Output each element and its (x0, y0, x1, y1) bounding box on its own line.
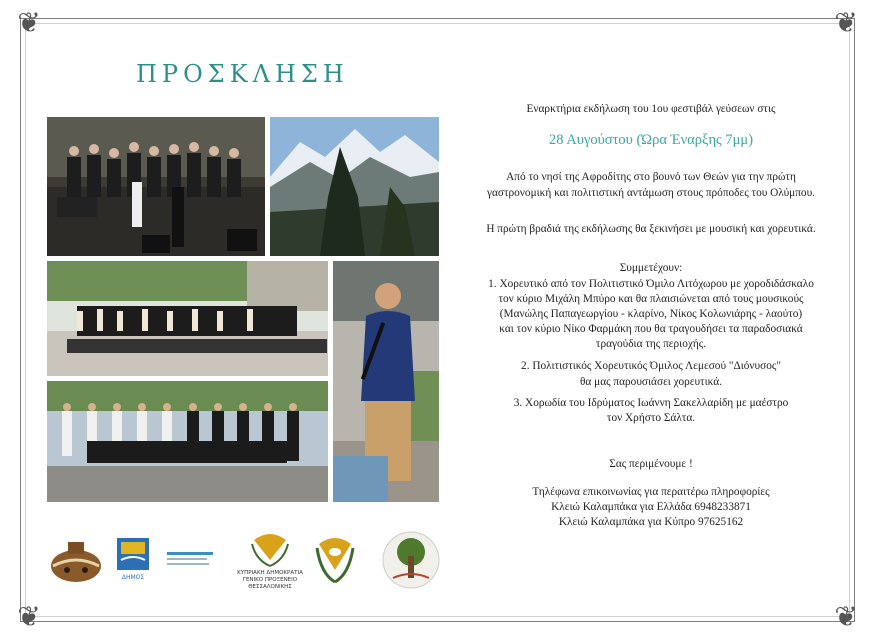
participant-line: τον κύριο Μιχάλη Μπύρο και θα πλαισιώνεται από τους μουσικούς (498, 293, 804, 305)
sponsor-logos (47, 530, 447, 592)
page-title: ΠΡΟΣΚΛΗΣΗ (136, 60, 349, 88)
closing-text: Σας περιμένουμε ! (609, 458, 693, 470)
description-line-1: Από το νησί της Αφροδίτης στο βουνό των Θεών για την πρώτη (506, 171, 796, 183)
cultural-association-logo (165, 530, 215, 592)
contact-cyprus: Κλειώ Καλαμπάκα για Κύπρο 97625162 (558, 516, 744, 528)
consulate-label: ΓΕΝΙΚΟ ΠΡΟΞΕΝΕΙΟ ΘΕΣΣΑΛΟΝΙΚΗΣ (242, 577, 298, 590)
cyprus-republic-label: ΚΥΠΡΙΑΚΗ ΔΗΜΟΚΡΑΤΙΑ (237, 570, 303, 576)
municipality-label: ΔΗΜΟΣ (121, 574, 145, 581)
participant-line: 3. Χορωδία του Ιδρύματος Ιωάννη Σακελλαρίδη με μαέστρο (513, 397, 789, 409)
flourish-bottom-right-icon: ❦ (834, 600, 858, 633)
flourish-top-left-icon: ❦ (17, 6, 41, 39)
contact-greece: Κλειώ Καλαμπάκα για Ελλάδα 6948233871 (551, 501, 751, 513)
first-evening-text: Η πρώτη βραδιά της εκδήλωσης θα ξεκινήσει με μουσική και χορευτικά. (486, 223, 816, 235)
participant-line: τραγούδια της περιοχής. (595, 338, 707, 350)
participant-line: (Μανώλης Παπαγεωργίου - κλαρίνο, Νίκος Κολωνιάρης - λαούτο) (499, 308, 803, 320)
photo-collage (47, 117, 439, 501)
intro-text: Εναρκτήρια εκδήλωση του 1ου φεστιβάλ γεύσεων στις (526, 103, 776, 115)
flourish-bottom-left-icon: ❦ (17, 600, 41, 633)
description-line-2: γαστρονομική και πολιτιστική αντάμωση στους πρόποδες του Ολύμπου. (486, 187, 815, 199)
contact-heading: Τηλέφωνα επικοινωνίας για περαιτέρω πληροφορίες (532, 486, 770, 498)
mountain-photo (270, 117, 439, 256)
tree-logo (381, 530, 441, 592)
choir-photo (47, 117, 265, 256)
cyprus-consulate-logo (222, 530, 318, 592)
amphora-logo (47, 530, 105, 592)
participant-line: και τον κύριο Νίκο Φαρμάκη που θα τραγουδήσει τα παραδοσιακά (499, 323, 803, 335)
participant-line: τον Χρήστο Σάλτα. (606, 412, 696, 424)
flourish-top-right-icon: ❦ (834, 6, 858, 39)
group-photo (47, 261, 328, 376)
dancers-photo (47, 381, 328, 502)
participants-heading: Συμμετέχουν: (619, 262, 683, 274)
clarinet-player-photo (333, 261, 439, 502)
participant-line: 2. Πολιτιστικός Χορευτικός Όμιλος Λεμεσού "Διόνυσος" (521, 360, 781, 372)
event-date: 28 Αυγούστου (Ώρα Έναρξης 7μμ) (548, 132, 754, 148)
participant-line: θα μας παρουσιάσει χορευτικά. (580, 376, 722, 388)
participant-line: 1. Χορευτικό από τον Πολιτιστικό Όμιλο Λιτόχωρου με χοροδιδάσκαλο (488, 278, 814, 290)
cyprus-emblem-logo (305, 530, 365, 592)
municipality-logo (109, 530, 157, 592)
